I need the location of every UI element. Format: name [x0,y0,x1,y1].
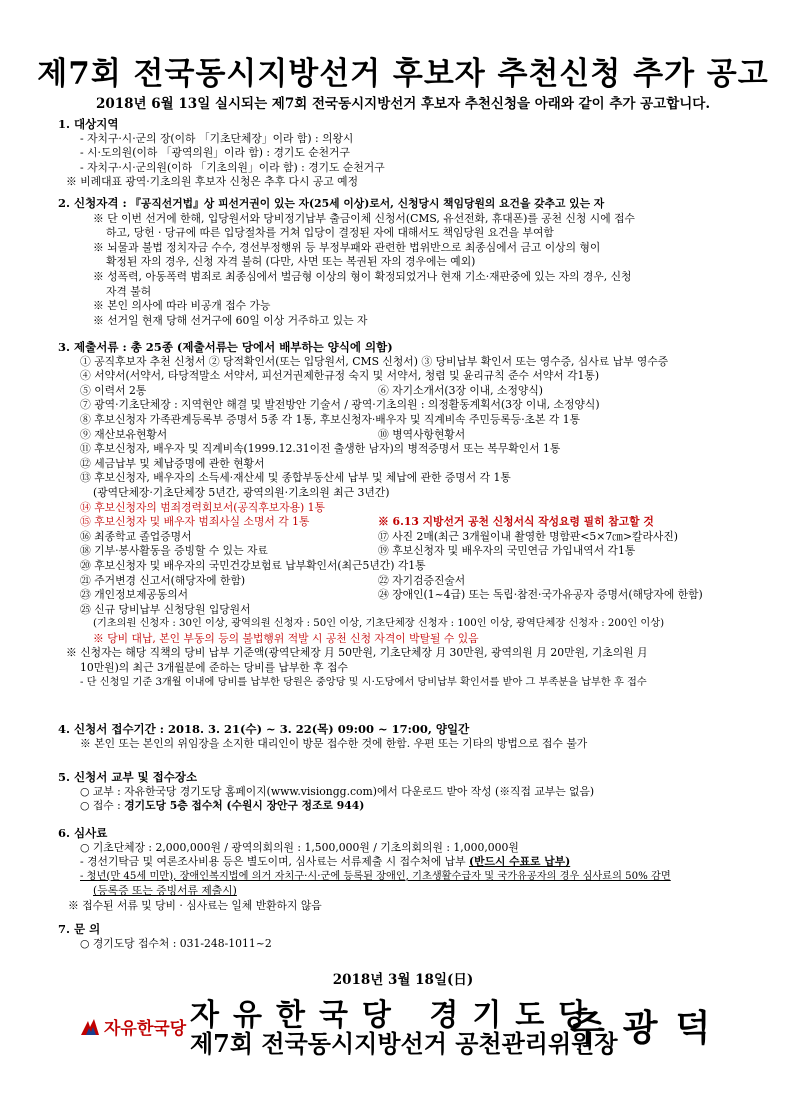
list-item: ㉕ 신규 당비납부 신청당원 입당원서 [80,602,251,616]
list-item: ㉒ 자기검증진술서 [378,573,466,587]
list-item: (기초의원 신청자 : 30인 이상, 광역의원 신청자 : 50인 이상, 기초단체장 신청자 : 100인 이상, 광역단체장 신청자 : 200인 이상) [93,618,665,630]
logo-text: 자유한국당 [104,1019,187,1039]
section-2 [58,196,758,328]
list-item: ⑤ 이력서 2통 [80,383,147,397]
reception-location: 경기도당 5층 접수처 (수원시 장안구 정조로 944) [124,799,365,813]
list-row [58,588,758,603]
list-item: ○ 경기도당 접수처 : 031-248-1011~2 [80,936,272,950]
list-item: ※ 단 이번 선거에 한해, 입당원서와 당비정기납부 출금이체 신청서(CMS, 유선전화, 휴대폰)를 공천 신청 시에 접수 [93,211,635,225]
section-heading: 3. 제출서류 : 총 25종 (제출서류는 당에서 배부하는 양식에 의함) [58,340,393,354]
section-heading: 4. 신청서 접수기간 : 2018. 3. 21(수) ~ 3. 22(목) 09:00 ~ 17:00, 양일간 [58,722,470,736]
list-item: (등록증 또는 증빙서류 제출시) [93,884,237,898]
list-item: ① 공직후보자 추천 신청서 ② 당적확인서(또는 입당원서, CMS 신청서) ③ 당비납부 확인서 또는 영수증, 심사료 납부 영수증 [80,354,669,368]
note: ※ 비례대표 광역·기초의원 후보자 신청은 추후 다시 공고 예정 [66,175,358,189]
list-item: ㉑ 주거변경 신고서(해당자에 한함) [80,573,246,587]
list-item: (광역단체장·기초단체장 5년간, 광역의원·기초의원 최근 3년간) [93,485,390,499]
check-payment-note: (반드시 수표로 납부) [469,855,571,869]
page-subtitle: 2018년 6월 13일 실시되는 제7회 전국동시지방선거 후보자 추천신청을 아래와 같이 추가 공고합니다. [95,96,711,112]
committee-title: 제7회 전국동시지방선거 공천관리위원장 [190,1029,618,1058]
list-item: ⑫ 세금납부 및 체납증명에 관한 현황서 [80,456,265,470]
section-heading: 7. 문 의 [58,922,101,936]
section-6 [58,826,758,914]
list-item: ⑥ 자기소개서(3장 이내, 소정양식) [378,383,543,397]
list-item: ⑬ 후보신청자, 배우자의 소득세·재산세 및 종합부동산세 납부 및 체납에 관한 증명서 각 1통 [80,471,511,485]
list-item: ※ 뇌물과 불법 정치자금 수수, 경선부정행위 등 부정부패와 관련한 법위반으로 최종심에서 금고 이상의 형이 [93,240,601,254]
list-item: ⑳ 후보신청자 및 배우자의 국민건강보험료 납부확인서(최근5년간) 각1통 [80,558,426,572]
list-item: ⑨ 재산보유현황서 [80,427,168,441]
list-item: 확정된 자의 경우, 신청 자격 불허 (다만, 사면 또는 복권된 자의 경우에는 예외) [106,255,476,269]
section-heading: 5. 신청서 교부 및 접수장소 [58,770,198,784]
list-row [58,515,758,530]
section-3 [58,340,758,690]
list-item: - 자치구·시·군의 장(이하 「기초단체장」이라 함) : 의왕시 [80,131,354,145]
list-item: 자격 불허 [106,284,152,298]
signatory-name: 주광덕 [570,1007,729,1049]
list-item: ※ 선거일 현재 당해 선거구에 60일 이상 거주하고 있는 자 [93,313,368,327]
list-item: ④ 서약서(서약서, 타당적말소 서약서, 피선거권제한규정 숙지 및 서약서, 청렴 및 윤리규칙 준수 서약서 각1통) [80,369,600,383]
list-row [58,530,758,545]
section-heading: 1. 대상지역 [58,117,119,131]
list-item: ○ 접수 : [80,799,125,813]
list-item: ⑪ 후보신청자, 배우자 및 직계비속(1999.12.31이전 출생한 남자)의 병적증명서 또는 복무확인서 1통 [80,442,561,456]
section-1 [58,117,758,190]
list-item: - 청년(만 45세 미만), 장애인복지법에 의거 자치구·시·군에 등록된 장애인, 기초생활수급자 및 국가유공자의 경우 심사료의 50% 감면 [80,870,671,882]
list-item: - 시·도의원(이하 「광역의원」이라 함) : 경기도 순천거구 [80,146,350,160]
list-item: ⑩ 병역사항현황서 [378,427,466,441]
section-5 [58,770,758,814]
list-item: ⑧ 후보신청자 가족관계등록부 증명서 5종 각 1통, 후보신청자·배우자 및 직계비속 주민등록등·초본 각 1통 [80,412,581,426]
list-row [58,384,758,399]
qualification-text: 『공직선거법』상 피선거권이 있는 자(25세 이상)로서, 신청당시 책임당원의 요건을 갖추고 있는 자 [130,197,605,210]
red-note: ※ 당비 대납, 본인 부동의 등의 불법행위 적발 시 공천 신청 자격이 박탈될 수 있음 [93,631,479,645]
party-logo [78,1014,186,1039]
section-heading: 2. 신청자격 : [58,196,127,210]
list-item: 하고, 당헌 · 당규에 따른 입당절차를 거쳐 입당이 결정된 자에 대해서도 책임당원 요건을 부여함 [106,226,554,240]
note: - 단 신청일 기준 3개월 이내에 당비를 납부한 당원은 중앙당 및 시·도당에서 당비납부 확인서를 받아 그 부족분을 납부한 후 접수 [80,676,647,688]
page-title: 제7회 전국동시지방선거 후보자 추천신청 추가 공고 [37,56,769,92]
note: ※ 접수된 서류 및 당비 · 심사료는 일체 반환하지 않음 [68,898,322,912]
red-note: ※ 6.13 지방선거 공천 신청서식 작성요령 필히 참고할 것 [378,515,654,529]
list-row [58,544,758,559]
list-item: ㉔ 장애인(1~4급) 또는 독립·참전·국가유공자 증명서(해당자에 한함) [378,588,703,602]
list-item-highlight: ⑮ 후보신청자 및 배우자 범죄사실 소명서 각 1통 [80,515,310,529]
list-item: ○ 기초단체장 : 2,000,000원 / 광역의회의원 : 1,500,000원 / 기초의회의원 : 1,000,000원 [80,840,519,854]
list-item: ※ 성폭력, 아동폭력 범죄로 최종심에서 벌금형 이상의 형이 확정되었거나 현재 기소·재판중에 있는 자의 경우, 신청 [93,269,632,283]
section-7 [58,922,758,951]
list-item: ⑯ 최종학교 졸업증명서 [80,529,192,543]
note: ※ 본인 또는 본인의 위임장을 소지한 대리인이 방문 접수한 것에 한함. 우편 또는 기타의 방법으로 접수 불가 [80,736,588,750]
list-item: ○ 교부 : 자유한국당 경기도당 홈페이지(www.visiongg.com)에서 다운로드 받아 작성 (※직접 교부는 없음) [80,784,595,798]
org-name: 자유한국당 경기도당 [190,998,602,1033]
list-item: - 경선기탁금 및 여론조사비용 등은 별도이며, 심사료는 서류제출 시 접수처에 납부 [80,855,470,869]
list-item: ㉓ 개인정보제공동의서 [80,588,189,602]
list-item: ※ 본인 의사에 따라 비공개 접수 가능 [93,299,271,313]
section-heading: 6. 심사료 [58,826,108,840]
list-item: ⑱ 기부·봉사활동을 증빙할 수 있는 자료 [80,544,268,558]
list-item: - 자치구·시·군의원(이하 「기초의원」이라 함) : 경기도 순천거구 [80,160,385,174]
list-row [58,428,758,443]
list-item-highlight: ⑭ 후보신청자의 범죄경력회보서(공직후보자용) 1통 [80,500,325,514]
note: 10만원)의 최근 3개월분에 준하는 당비를 납부한 후 접수 [80,661,348,675]
section-4 [58,722,758,751]
list-item: ⑦ 광역·기초단체장 : 지역현안 해결 및 발전방안 기술서 / 광역·기초의원 : 의정활동계획서(3장 이내, 소정양식) [80,398,600,412]
list-item: ⑰ 사진 2매(최근 3개월이내 촬영한 명함판<5×7㎝>칼라사진) [378,529,678,543]
torch-icon [78,1015,102,1039]
announcement-date: 2018년 3월 18일(日) [332,972,474,988]
note: ※ 신청자는 해당 직책의 당비 납부 기준액(광역단체장 月 50만원, 기초단체장 月 30만원, 광역의원 月 20만원, 기초의원 月 [66,646,648,660]
list-item: ⑲ 후보신청자 및 배우자의 국민연금 가입내역서 각1통 [378,544,636,558]
list-row [58,574,758,589]
